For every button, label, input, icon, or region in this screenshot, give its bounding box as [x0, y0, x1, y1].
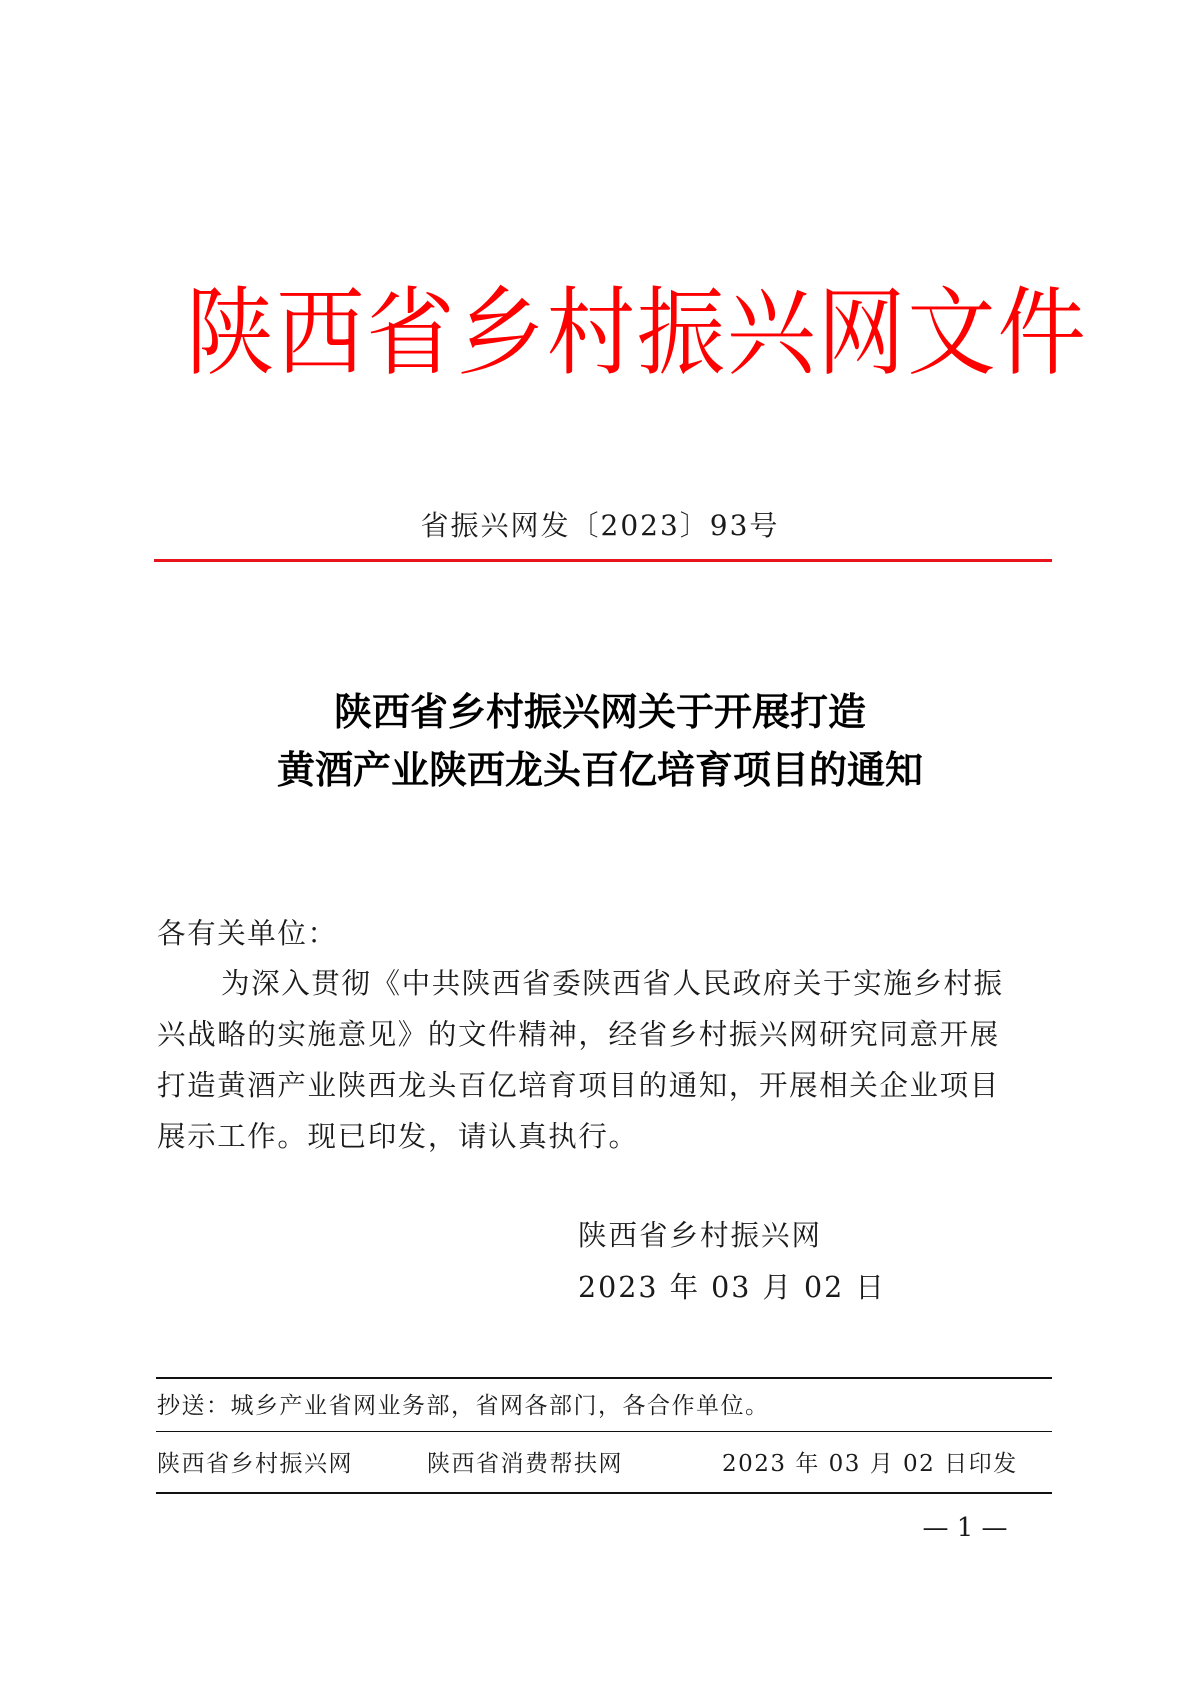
signature-date: 2023 年 03 月 02 日: [578, 1271, 886, 1304]
footer-bottom-rule: [156, 1492, 1052, 1494]
document-number: 省振兴网发〔2023〕93号: [420, 509, 780, 542]
cc-recipients: 抄送：城乡产业省网业务部，省网各部门，各合作单位。: [157, 1393, 770, 1419]
body-paragraph-line: 展示工作。现已印发，请认真执行。: [157, 1120, 639, 1153]
body-paragraph-line: 为深入贯彻《中共陕西省委陕西省人民政府关于实施乡村振: [221, 967, 1004, 1000]
body-paragraph-line: 打造黄酒产业陕西龙头百亿培育项目的通知，开展相关企业项目: [157, 1069, 1000, 1102]
body-paragraph-line: 兴战略的实施意见》的文件精神，经省乡村振兴网研究同意开展: [157, 1018, 1000, 1051]
print-date: 2023 年 03 月 02 日印发: [722, 1451, 1018, 1477]
salutation: 各有关单位：: [157, 917, 338, 950]
document-title-line-2: 黄酒产业陕西龙头百亿培育项目的通知: [276, 747, 923, 792]
issuer-header: 陕西省乡村振兴网文件: [186, 277, 1088, 389]
page-number: — 1 —: [922, 1513, 1008, 1543]
document-title-line-1: 陕西省乡村振兴网关于开展打造: [333, 689, 866, 734]
signature-organization: 陕西省乡村振兴网: [578, 1219, 823, 1252]
footer-middle-rule: [156, 1431, 1052, 1432]
printer-org-2: 陕西省消费帮扶网: [427, 1451, 623, 1477]
footer-top-rule: [156, 1377, 1052, 1379]
printer-org-1: 陕西省乡村振兴网: [157, 1451, 353, 1477]
red-divider: [154, 559, 1052, 562]
